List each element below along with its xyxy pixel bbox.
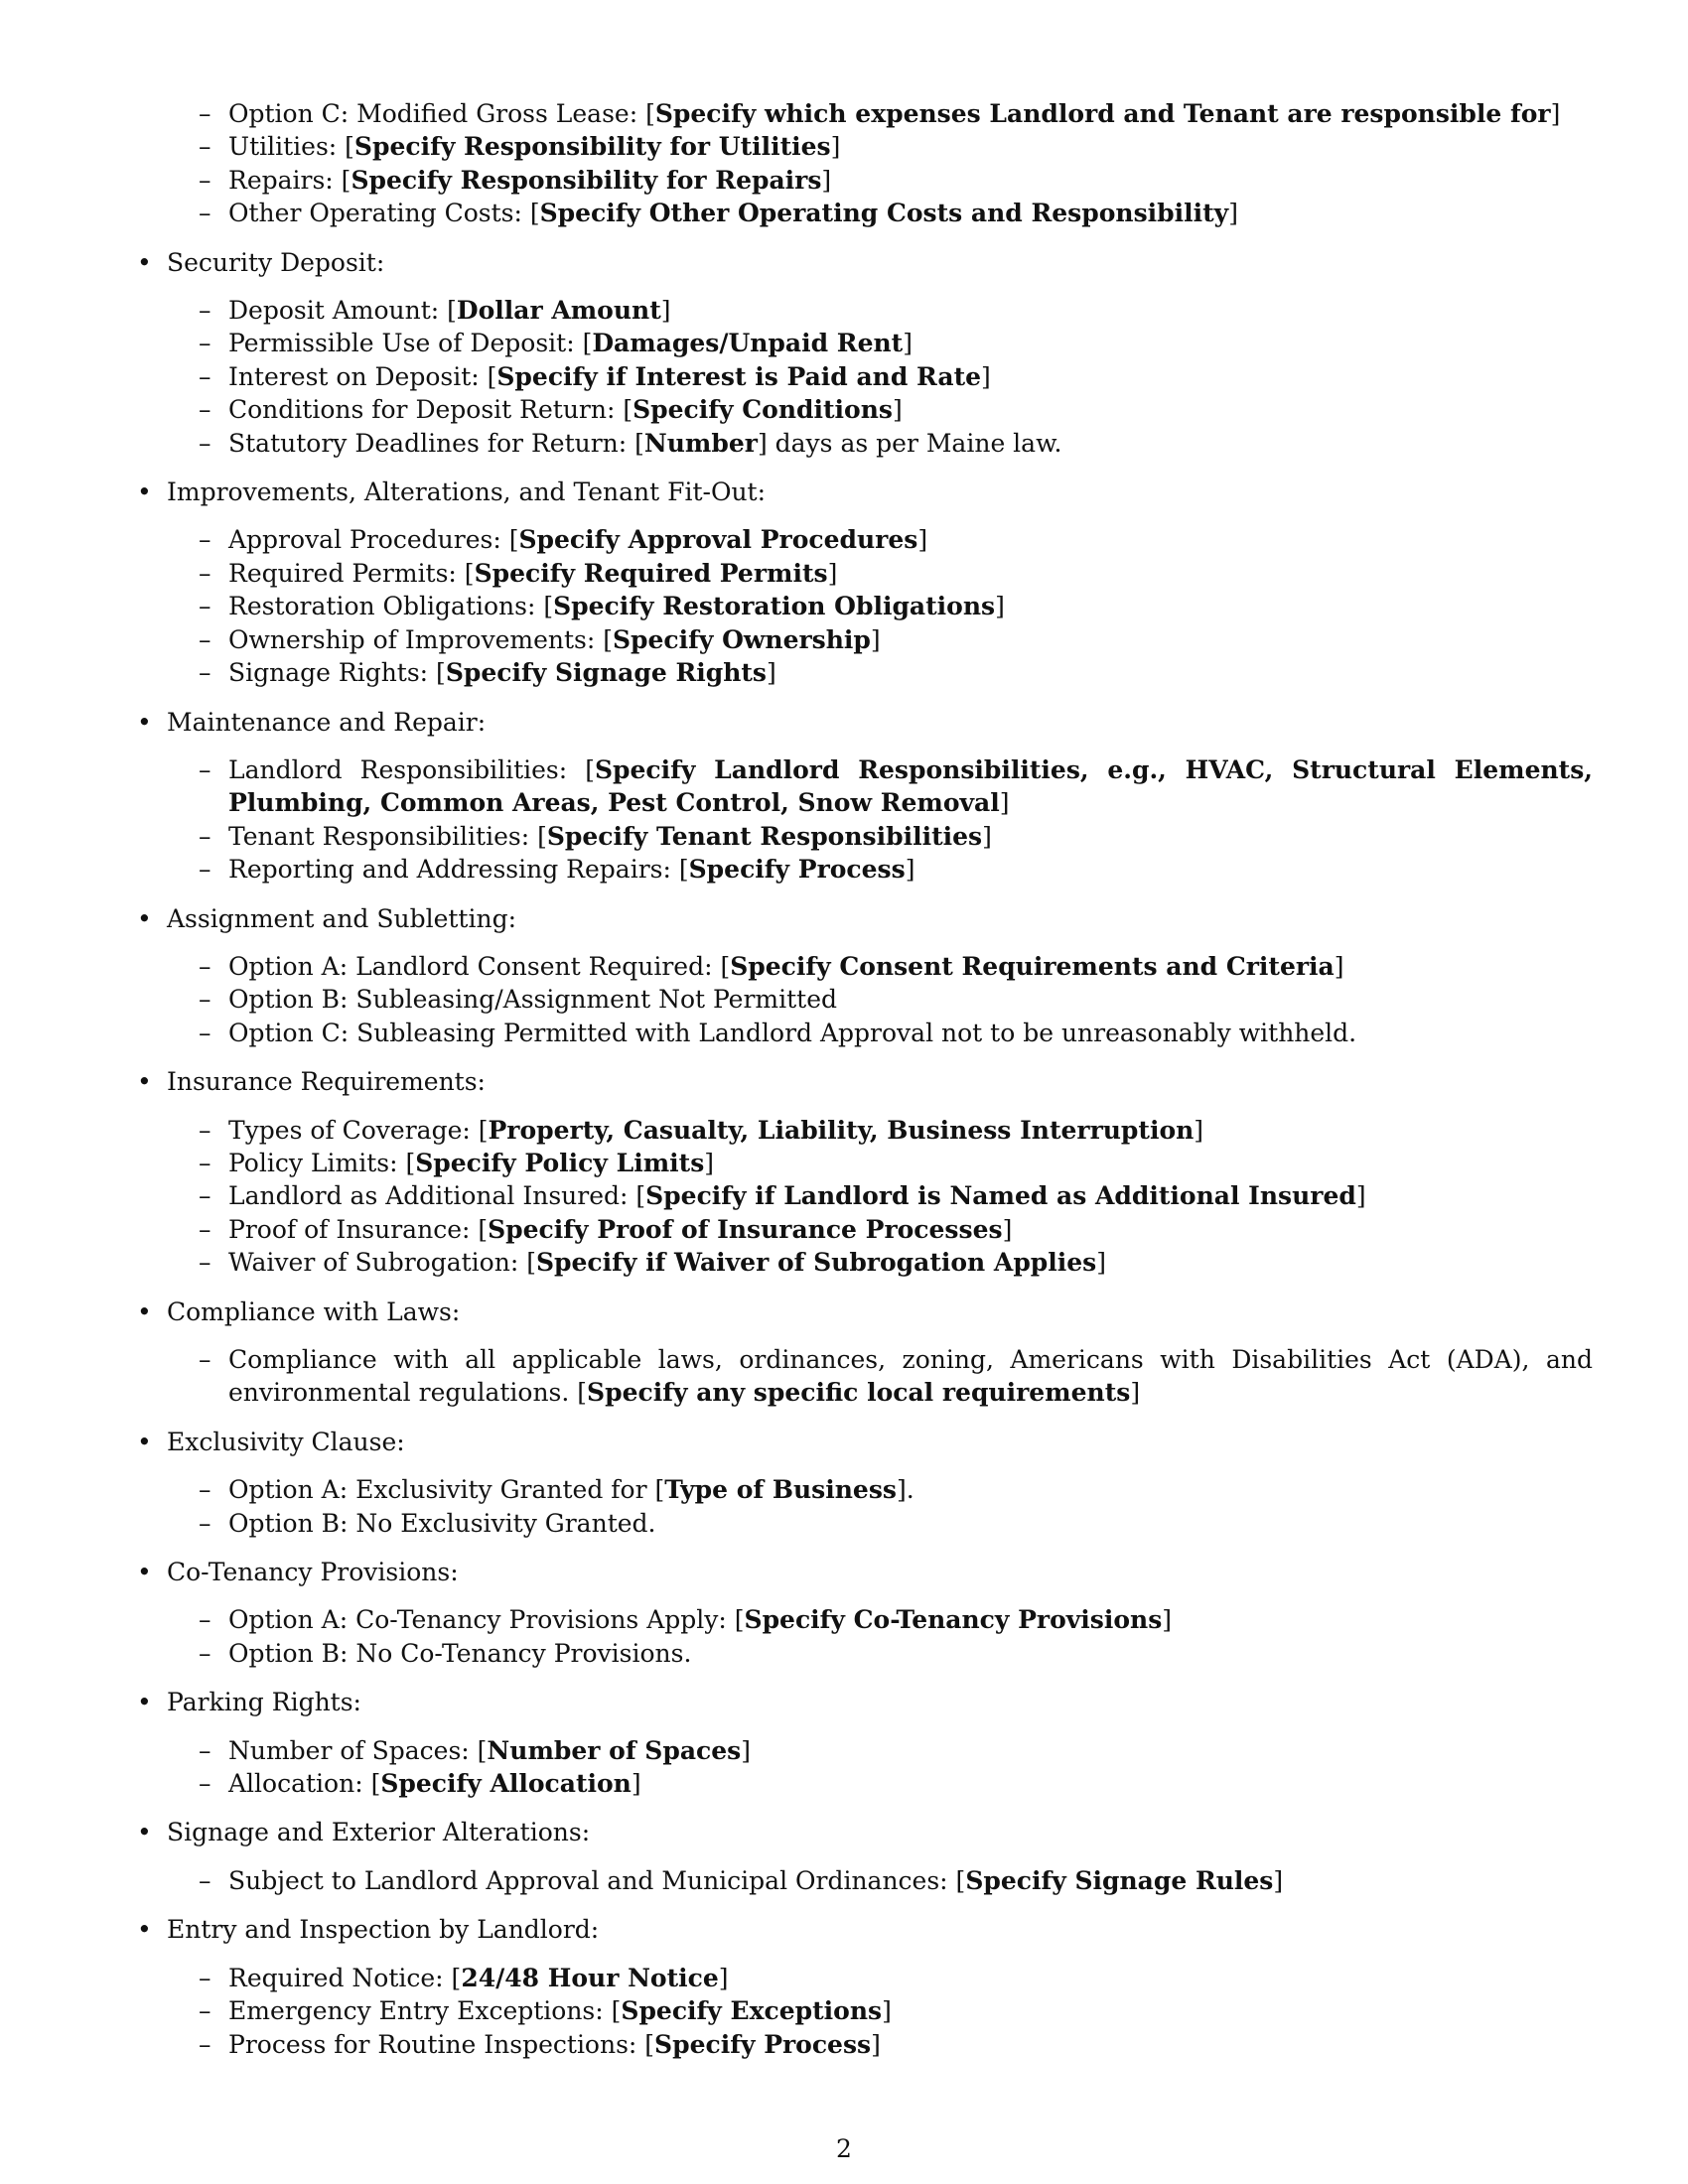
dash-icon: – (199, 821, 211, 851)
placeholder-field: Specify Restoration Obligations (553, 592, 996, 621)
placeholder-field: Specify Responsibility for Utilities (353, 132, 831, 162)
list-item (167, 97, 1593, 130)
placeholder-field: Specify Consent Requirements and Criteria (730, 951, 1335, 981)
dash-icon: – (199, 525, 211, 555)
placeholder-field: Specify any specific local requirements (587, 1378, 1131, 1408)
section-heading: Improvements, Alterations, and Tenant Fit-Out: (167, 478, 767, 507)
placeholder-field: Specify Policy Limits (415, 1148, 705, 1177)
item-text: Signage Rights: [ (228, 658, 446, 688)
item-text: Repairs: [ (228, 165, 352, 195)
bullet-icon: • (137, 247, 152, 277)
bullet-icon: • (137, 1297, 152, 1326)
list-item (167, 1637, 1593, 1670)
dash-icon: – (199, 754, 211, 784)
sub-item-list (167, 523, 1593, 689)
dash-icon: – (199, 1638, 211, 1668)
list-item (167, 1507, 1593, 1540)
list-item (167, 1246, 1593, 1279)
list-item (167, 1147, 1593, 1179)
list-item (167, 1213, 1593, 1246)
dash-icon: – (199, 2029, 211, 2059)
bullet-icon: • (137, 1915, 152, 1945)
dash-icon: – (199, 1115, 211, 1145)
list-item (167, 327, 1593, 359)
item-text: Option A: Landlord Consent Required: [ (228, 951, 731, 981)
item-text: ] (1355, 1181, 1366, 1211)
dash-icon: – (199, 658, 211, 688)
list-item (167, 983, 1593, 1016)
item-text: Option B: No Co-Tenancy Provisions. (228, 1638, 692, 1668)
item-text: Tenant Responsibilities: [ (228, 821, 547, 851)
list-item (167, 197, 1593, 229)
placeholder-field: Type of Business (664, 1475, 897, 1505)
dash-icon: – (199, 199, 211, 228)
placeholder-field: Specify Signage Rules (965, 1865, 1274, 1895)
list-item (167, 656, 1593, 689)
section (133, 476, 1593, 689)
dash-icon: – (199, 855, 211, 885)
placeholder-field: Specify Ownership (612, 624, 871, 654)
item-text: ] (1273, 1865, 1284, 1895)
list-item (167, 393, 1593, 426)
item-text: Required Notice: [ (228, 1963, 462, 1992)
section (133, 902, 1593, 1050)
sub-item-list (167, 1864, 1593, 1897)
item-text: ] (1002, 1214, 1013, 1244)
placeholder-field: Specify if Landlord is Named as Additional Insured (645, 1181, 1356, 1211)
item-text: Conditions for Deposit Return: [ (228, 395, 633, 425)
item-text: ] (905, 855, 915, 885)
item-text: ] (999, 788, 1010, 818)
item-text: Option A: Exclusivity Granted for [ (228, 1475, 665, 1505)
placeholder-field: Specify Signage Rights (445, 658, 768, 688)
dash-icon: – (199, 1148, 211, 1177)
bullet-icon: • (137, 1427, 152, 1456)
item-text: ] (1130, 1378, 1141, 1408)
item-text: Number of Spaces: [ (228, 1735, 488, 1765)
section-heading: Entry and Inspection by Landlord: (167, 1915, 600, 1945)
item-text: Subject to Landlord Approval and Municipal Ordinances: [ (228, 1865, 966, 1895)
section-heading: Maintenance and Repair: (167, 707, 487, 737)
section (133, 246, 1593, 460)
item-text: ] (903, 329, 913, 358)
placeholder-field: Specify Exceptions (621, 1996, 883, 2026)
item-text: ] (871, 2029, 881, 2059)
placeholder-field: Dollar Amount (456, 296, 661, 326)
list-item (167, 1343, 1593, 1410)
item-text: Emergency Entry Exceptions: [ (228, 1996, 622, 2026)
placeholder-field: Specify Conditions (633, 395, 893, 425)
placeholder-field: Specify Allocation (380, 1769, 632, 1799)
placeholder-field: Specify Approval Procedures (518, 525, 918, 555)
item-text: ] (741, 1735, 751, 1765)
dash-icon: – (199, 985, 211, 1015)
item-text: Restoration Obligations: [ (228, 592, 554, 621)
section (133, 706, 1593, 887)
item-text: Process for Routine Inspections: [ (228, 2029, 655, 2059)
sub-item-list (167, 97, 1593, 230)
sub-item-list (167, 753, 1593, 887)
list-item (167, 1734, 1593, 1767)
item-text: Landlord as Additional Insured: [ (228, 1181, 646, 1211)
list-item (167, 950, 1593, 983)
section-list (133, 97, 1593, 2061)
section-heading: Co-Tenancy Provisions: (167, 1558, 459, 1587)
list-item (167, 1473, 1593, 1506)
dash-icon: – (199, 592, 211, 621)
bullet-icon: • (137, 1067, 152, 1097)
placeholder-field: Specify Required Permits (474, 558, 828, 588)
section (133, 1296, 1593, 1410)
list-item (167, 820, 1593, 853)
list-item (167, 1114, 1593, 1147)
item-text: Interest on Deposit: [ (228, 361, 497, 391)
placeholder-field: Property, Casualty, Liability, Business Interruption (488, 1115, 1195, 1145)
list-item (167, 1017, 1593, 1049)
item-text: Allocation: [ (228, 1769, 381, 1799)
sub-item-list (167, 1962, 1593, 2061)
item-text: ] (1334, 951, 1344, 981)
placeholder-field: Number (643, 428, 758, 458)
page-number: 2 (836, 2134, 852, 2163)
item-text: Utilities: [ (228, 132, 354, 162)
dash-icon: – (199, 1181, 211, 1211)
item-text: ] (1096, 1248, 1107, 1278)
dash-icon: – (199, 1248, 211, 1278)
item-text: Types of Coverage: [ (228, 1115, 489, 1145)
item-text: Waiver of Subrogation: [ (228, 1248, 536, 1278)
dash-icon: – (199, 1605, 211, 1635)
list-item (167, 360, 1593, 393)
sub-item-list (167, 1603, 1593, 1670)
dash-icon: – (199, 395, 211, 425)
section (133, 1686, 1593, 1800)
bullet-icon: • (137, 1688, 152, 1717)
sub-item-list (167, 1343, 1593, 1410)
list-item (167, 853, 1593, 886)
dash-icon: – (199, 1018, 211, 1047)
dash-icon: – (199, 1769, 211, 1799)
item-text: ] (982, 821, 992, 851)
item-text: Option A: Co-Tenancy Provisions Apply: [ (228, 1605, 745, 1635)
dash-icon: – (199, 1345, 211, 1374)
item-text: ] (981, 361, 991, 391)
dash-icon: – (199, 951, 211, 981)
item-text: ] (1228, 199, 1238, 228)
item-text: Statutory Deadlines for Return: [ (228, 428, 644, 458)
section-heading: Assignment and Subletting: (167, 903, 517, 933)
item-text: ] (631, 1769, 641, 1799)
section (133, 1556, 1593, 1670)
placeholder-field: Specify Other Operating Costs and Responsibility (539, 199, 1229, 228)
placeholder-field: Specify Co-Tenancy Provisions (744, 1605, 1163, 1635)
dash-icon: – (199, 558, 211, 588)
bullet-icon: • (137, 707, 152, 737)
dash-icon: – (199, 329, 211, 358)
dash-icon: – (199, 1963, 211, 1992)
list-item (167, 1994, 1593, 2027)
dash-icon: – (199, 428, 211, 458)
list-item (167, 2028, 1593, 2061)
sub-item-list (167, 1473, 1593, 1540)
item-text: ]. (896, 1475, 914, 1505)
item-text: Reporting and Addressing Repairs: [ (228, 855, 689, 885)
list-item (167, 1179, 1593, 1212)
item-text: Approval Procedures: [ (228, 525, 519, 555)
item-text: Deposit Amount: [ (228, 296, 457, 326)
dash-icon: – (199, 1996, 211, 2026)
section-heading: Parking Rights: (167, 1688, 361, 1717)
item-text: ] (767, 658, 776, 688)
list-item (167, 557, 1593, 590)
section (133, 1816, 1593, 1897)
sub-item-list (167, 1734, 1593, 1801)
list-item (167, 294, 1593, 327)
placeholder-field: Specify Responsibility for Repairs (351, 165, 822, 195)
section-heading: Exclusivity Clause: (167, 1427, 405, 1456)
list-item (167, 427, 1593, 460)
item-text: ] (704, 1148, 715, 1177)
item-text: Proof of Insurance: [ (228, 1214, 489, 1244)
section (133, 97, 1593, 230)
item-text: Option B: No Exclusivity Granted. (228, 1508, 656, 1538)
placeholder-field: Specify which expenses Landlord and Tenant are responsible for (654, 99, 1551, 128)
item-text: Policy Limits: [ (228, 1148, 416, 1177)
placeholder-field: Specify Process (654, 2029, 872, 2059)
list-item (167, 590, 1593, 622)
list-item (167, 523, 1593, 556)
item-text: Option B: Subleasing/Assignment Not Permitted (228, 985, 838, 1015)
item-text: ] (870, 624, 881, 654)
placeholder-field: Specify if Waiver of Subrogation Applies (535, 1248, 1097, 1278)
item-text: ] (1194, 1115, 1204, 1145)
dash-icon: – (199, 624, 211, 654)
placeholder-field: Specify Tenant Responsibilities (546, 821, 983, 851)
list-item (167, 753, 1593, 820)
item-text: Other Operating Costs: [ (228, 199, 540, 228)
placeholder-field: 24/48 Hour Notice (461, 1963, 719, 1992)
item-text: ] (917, 525, 928, 555)
bullet-icon: • (137, 478, 152, 507)
item-text: ] (660, 296, 671, 326)
section-heading: Security Deposit: (167, 247, 385, 277)
item-text: Landlord Responsibilities: [ (228, 754, 595, 784)
dash-icon: – (199, 1214, 211, 1244)
dash-icon: – (199, 296, 211, 326)
sub-item-list (167, 1114, 1593, 1280)
item-text: ] (827, 558, 838, 588)
item-text: Permissible Use of Deposit: [ (228, 329, 593, 358)
item-text: ] (718, 1963, 729, 1992)
sub-item-list (167, 950, 1593, 1049)
item-text: ] (1162, 1605, 1173, 1635)
item-text: ] (995, 592, 1005, 621)
item-text: Ownership of Improvements: [ (228, 624, 613, 654)
item-text: Option C: Subleasing Permitted with Landlord Approval not to be unreasonably withheld. (228, 1018, 1357, 1047)
list-item (167, 1767, 1593, 1800)
item-text: ] (830, 132, 841, 162)
sub-item-list (167, 294, 1593, 460)
list-item (167, 130, 1593, 163)
dash-icon: – (199, 1865, 211, 1895)
dash-icon: – (199, 132, 211, 162)
list-item (167, 1864, 1593, 1897)
placeholder-field: Specify Landlord Responsibilities, e.g., HVAC, Structural Elements, Plumbing, Common Areas, Pest Control, Snow Removal (228, 754, 1593, 818)
section-heading: Signage and Exterior Alterations: (167, 1818, 591, 1847)
item-text: ] (1550, 99, 1561, 128)
dash-icon: – (199, 1475, 211, 1505)
item-text: Compliance with all applicable laws, ordinances, zoning, Americans with Disabilities Act (ADA), and environmental regulations. [ (228, 1345, 1593, 1408)
list-item (167, 164, 1593, 197)
dash-icon: – (199, 99, 211, 128)
placeholder-field: Number of Spaces (487, 1735, 742, 1765)
bullet-icon: • (137, 1558, 152, 1587)
item-text: Option C: Modified Gross Lease: [ (228, 99, 655, 128)
bullet-icon: • (137, 1818, 152, 1847)
list-item (167, 623, 1593, 656)
dash-icon: – (199, 165, 211, 195)
item-text: ] days as per Maine law. (757, 428, 1062, 458)
placeholder-field: Specify if Interest is Paid and Rate (496, 361, 982, 391)
section-heading: Insurance Requirements: (167, 1067, 486, 1097)
section (133, 1913, 1593, 2061)
section (133, 1065, 1593, 1279)
item-text: ] (882, 1996, 892, 2026)
item-text: ] (821, 165, 832, 195)
item-text: Required Permits: [ (228, 558, 475, 588)
item-text: ] (892, 395, 903, 425)
list-item (167, 1603, 1593, 1636)
bullet-icon: • (137, 903, 152, 933)
list-item (167, 1962, 1593, 1994)
dash-icon: – (199, 1735, 211, 1765)
placeholder-field: Damages/Unpaid Rent (592, 329, 904, 358)
section (133, 1426, 1593, 1540)
dash-icon: – (199, 361, 211, 391)
section-heading: Compliance with Laws: (167, 1297, 461, 1326)
document-body (133, 97, 1593, 2061)
dash-icon: – (199, 1508, 211, 1538)
placeholder-field: Specify Process (688, 855, 906, 885)
placeholder-field: Specify Proof of Insurance Processes (488, 1214, 1003, 1244)
